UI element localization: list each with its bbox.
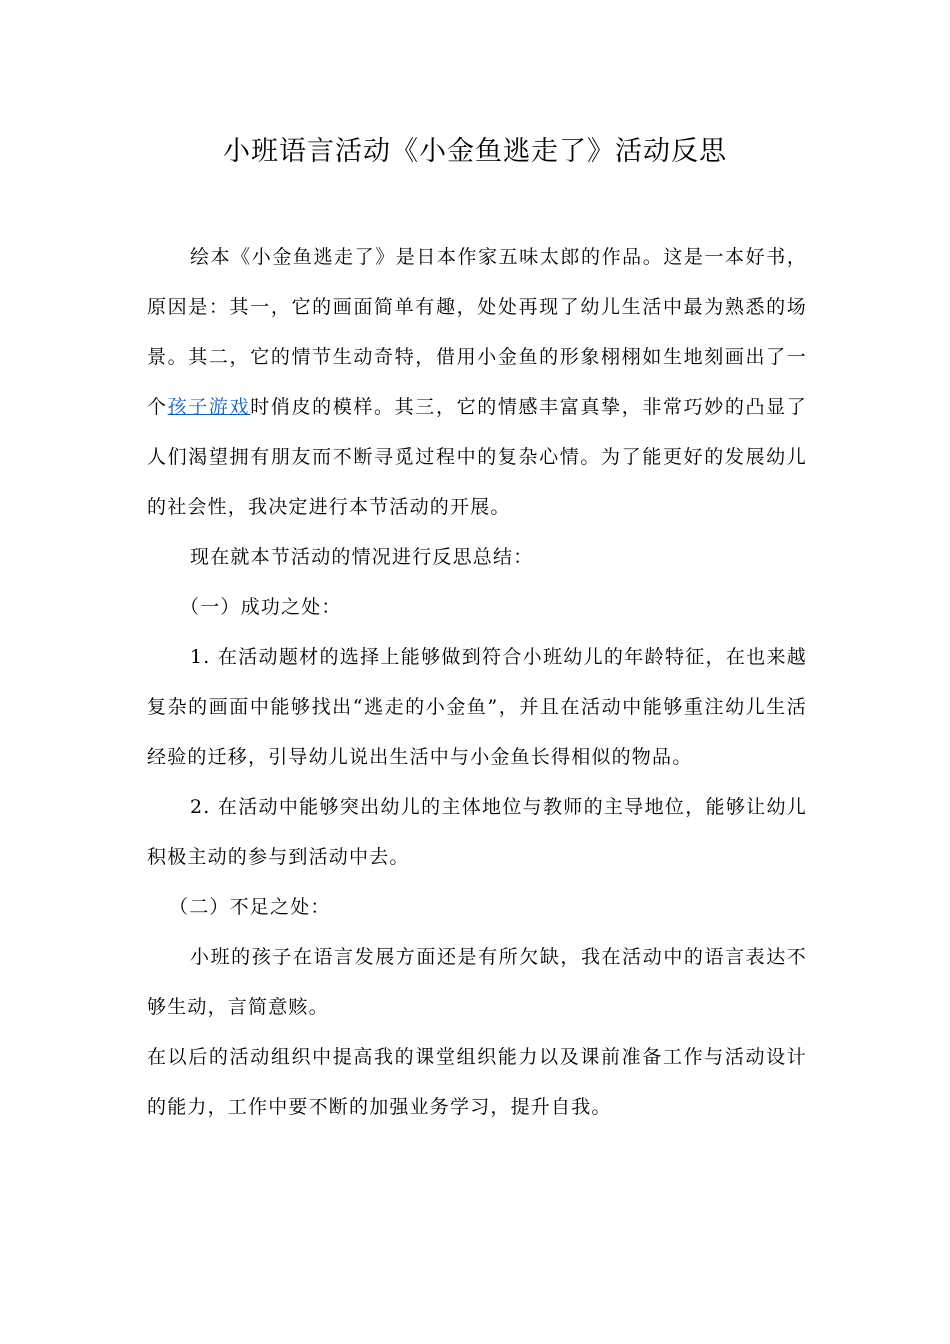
document-title: 小班语言活动《小金鱼逃走了》活动反思 [223, 136, 727, 167]
list-item-success-1: 1. 在活动题材的选择上能够做到符合小班幼儿的年龄特征，在也来越复杂的画面中能够找出“逃走的小金鱼”，并且在活动中能够重注幼儿生活经验的迁移，引导幼儿说出生活中与小金鱼长得相似的物品。 [147, 646, 807, 768]
paragraph-intro-text-1: 绘本《小金鱼逃走了》是日本作家五味太郎的作品。这是一本好书，原因是：其一，它的画面简单有趣，处处再现了幼儿生活中最为熟悉的场景。其二，它的情节生动奇特，借用小金鱼的形象栩栩如生地刻画出了一个 [147, 246, 807, 418]
link-kids-games[interactable]: 孩子游戏 [167, 396, 251, 418]
paragraph-improvement: 在以后的活动组织中提高我的课堂组织能力以及课前准备工作与活动设计的能力，工作中要不断的加强业务学习，提升自我。 [147, 1046, 807, 1118]
list-item-success-2: 2. 在活动中能够突出幼儿的主体地位与教师的主导地位，能够让幼儿积极主动的参与到活动中去。 [147, 796, 807, 868]
paragraph-intro-text-2: 时俏皮的模样。其三，它的情感丰富真挚，非常巧妙的凸显了人们渴望拥有朋友而不断寻觅过程中的复杂心情。为了能更好的发展幼儿的社会性，我决定进行本节活动的开展。 [147, 396, 807, 518]
heading-shortcomings: （二）不足之处： [169, 896, 331, 918]
paragraph-shortcoming: 小班的孩子在语言发展方面还是有所欠缺，我在活动中的语言表达不够生动，言简意赅。 [147, 946, 807, 1018]
paragraph-intro [147, 232, 807, 532]
paragraph-summary-lead: 现在就本节活动的情况进行反思总结： [190, 546, 534, 568]
heading-successes: （一）成功之处： [180, 596, 342, 618]
document-body [147, 232, 807, 1132]
